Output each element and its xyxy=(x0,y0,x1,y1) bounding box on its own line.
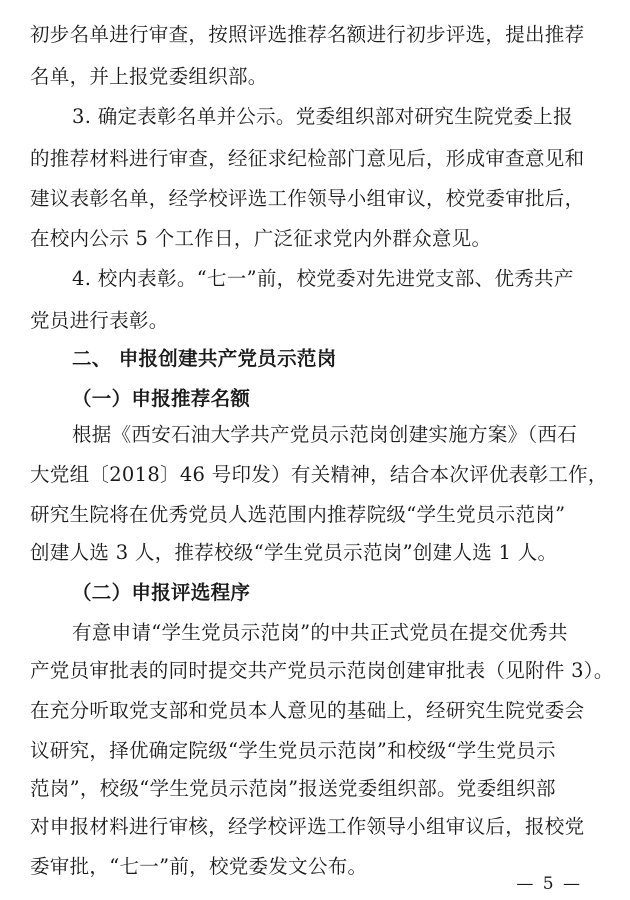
body-line: 大党组〔2018〕46 号印发）有关精神，结合本次评优表彰工作， xyxy=(30,463,608,486)
page-number: — 5 — xyxy=(516,874,582,894)
body-line: 研究生院将在优秀党员人选范围内推荐院级“学生党员示范岗” xyxy=(30,503,566,526)
body-line: 3. 确定表彰名单并公示。党委组织部对研究生院党委上报 xyxy=(72,105,573,128)
body-line: 党员进行表彰。 xyxy=(30,309,169,332)
subsection-heading: （一）申报推荐名额 xyxy=(72,387,251,410)
body-line: 产党员审批表的同时提交共产党员示范岗创建审批表（见附件 3）。 xyxy=(30,659,614,682)
subsection-heading: （二）申报评选程序 xyxy=(72,581,251,604)
body-line: 委审批，“七一”前，校党委发文公布。 xyxy=(30,855,368,878)
body-line: 初步名单进行审查，按照评选推荐名额进行初步评选，提出推荐 xyxy=(30,23,585,46)
section-heading: 二、 申报创建共产党员示范岗 xyxy=(72,347,337,370)
body-line: 的推荐材料进行审查，经征求纪检部门意见后，形成审查意见和 xyxy=(30,147,585,170)
body-line: 对申报材料进行审核，经学校评选工作领导小组审议后，报校党 xyxy=(30,815,585,838)
body-line: 范岗”，校级“学生党员示范岗”报送党委组织部。党委组织部 xyxy=(30,777,556,800)
body-line: 议研究，择优确定院级“学生党员示范岗”和校级“学生党员示 xyxy=(30,739,556,762)
body-line: 4. 校内表彰。“七一”前，校党委对先进党支部、优秀共产 xyxy=(72,267,574,290)
body-line: 创建人选 3 人，推荐校级“学生党员示范岗”创建人选 1 人。 xyxy=(30,541,558,564)
body-line: 在校内公示 5 个工作日，广泛征求党内外群众意见。 xyxy=(30,227,492,250)
body-line: 在充分听取党支部和党员本人意见的基础上，经研究生院党委会 xyxy=(30,699,585,722)
body-line: 建议表彰名单，经学校评选工作领导小组审议，校党委审批后， xyxy=(30,187,585,210)
body-line: 有意申请“学生党员示范岗”的中共正式党员在提交优秀共 xyxy=(72,621,568,644)
body-line: 名单，并上报党委组织部。 xyxy=(30,65,268,88)
body-line: 根据《西安石油大学共产党员示范岗创建实施方案》（西石 xyxy=(72,423,578,446)
